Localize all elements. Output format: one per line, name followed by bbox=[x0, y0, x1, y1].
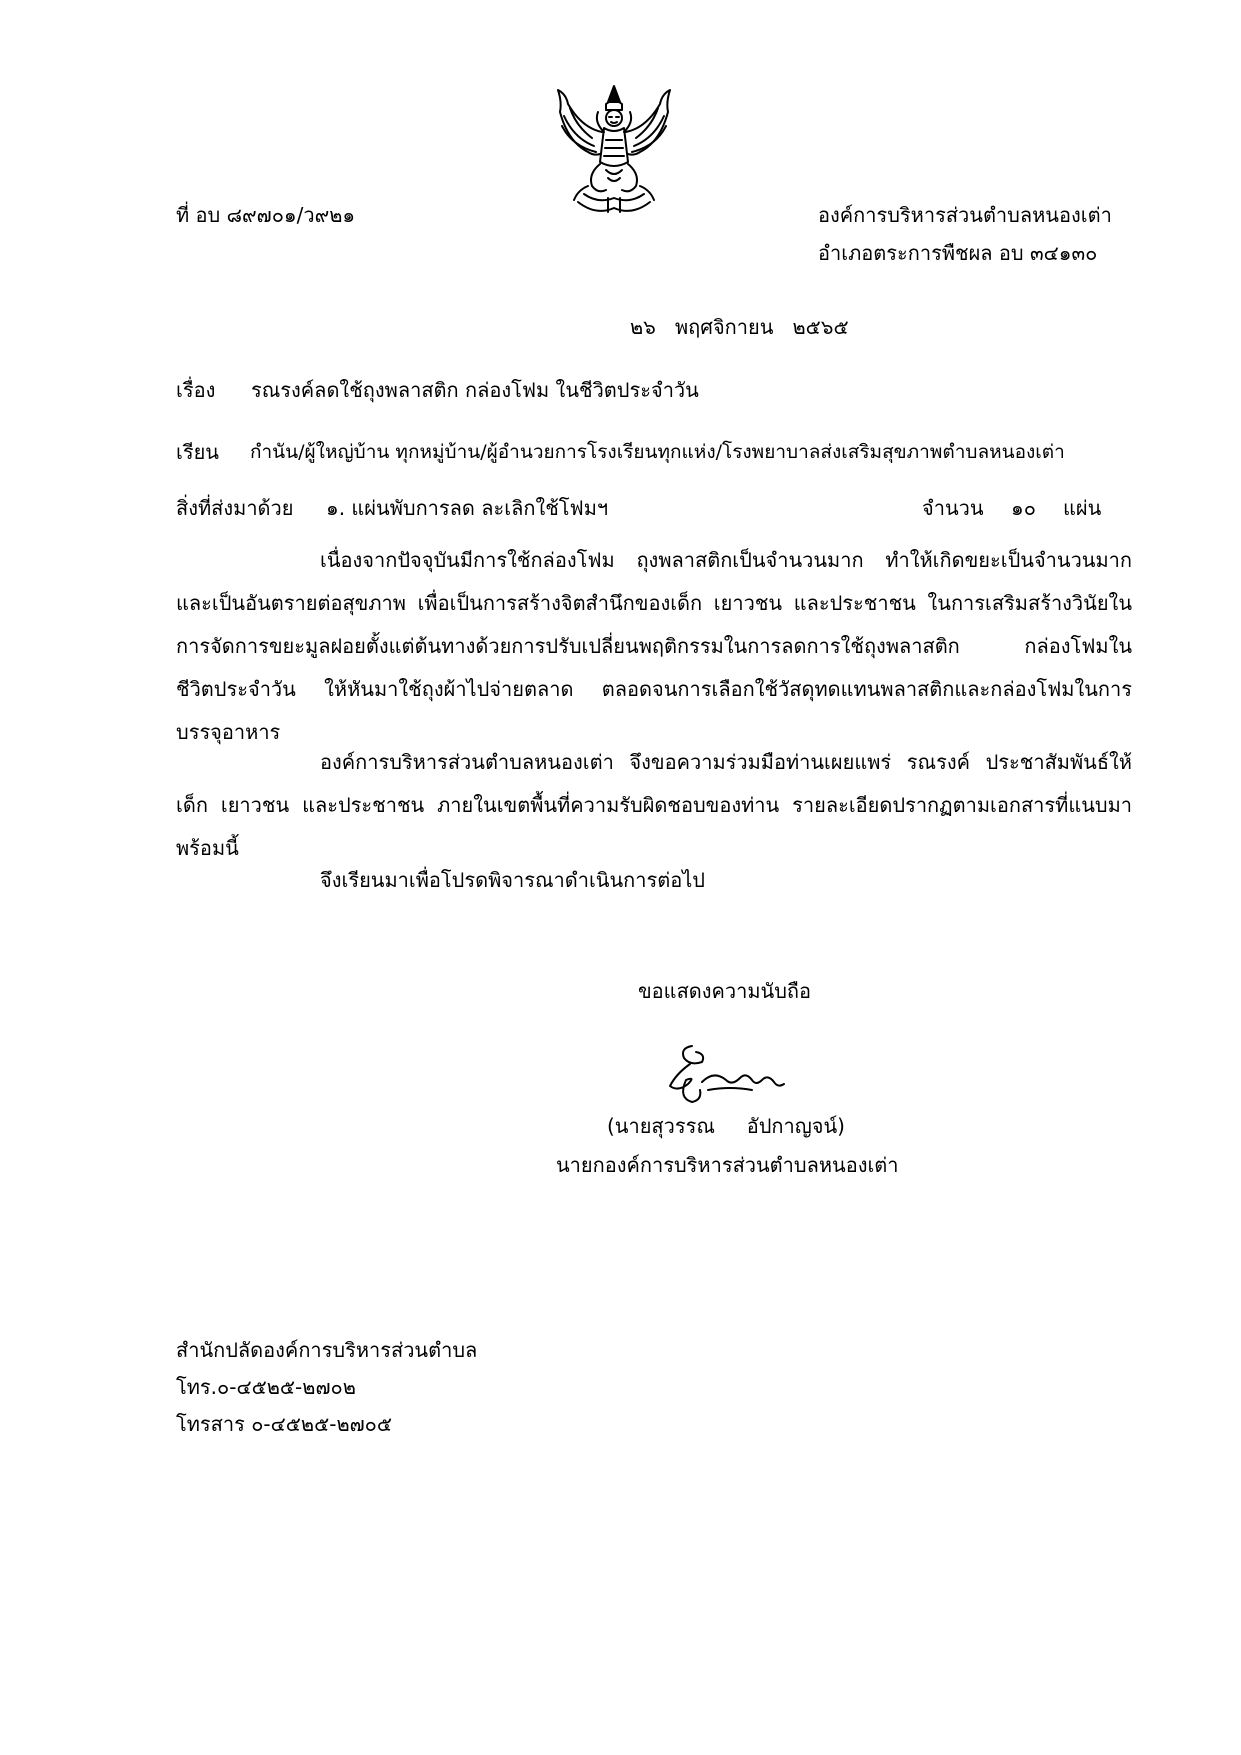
signatory-name: (นายสุวรรณ อัปกาญจน์) bbox=[607, 1114, 845, 1138]
paragraph-line: บรรจุอาหาร bbox=[176, 720, 281, 744]
enclosure-unit: แผ่น bbox=[1063, 496, 1102, 520]
salutation: ขอแสดงความนับถือ bbox=[638, 979, 812, 1003]
subject-label: เรื่อง bbox=[176, 378, 216, 402]
footer-phone: โทร.๐-๔๕๒๕-๒๗๐๒ bbox=[176, 1375, 356, 1399]
footer-office: สำนักปลัดองค์การบริหารส่วนตำบล bbox=[176, 1338, 478, 1362]
signatory-position: นายกองค์การบริหารส่วนตำบลหนองเต่า bbox=[556, 1153, 899, 1177]
subject-text: รณรงค์ลดใช้ถุงพลาสติก กล่องโฟม ในชีวิตประจำวัน bbox=[251, 378, 699, 402]
enclosure-label: สิ่งที่ส่งมาด้วย bbox=[176, 496, 294, 520]
reference-number: ที่ อบ ๘๙๗๐๑/ว๙๒๑ bbox=[176, 203, 356, 227]
organization-address: อำเภอตระการพืชผล อบ ๓๔๑๓๐ bbox=[818, 241, 1098, 265]
paragraph-line: ชีวิตประจำวัน ให้หันมาใช้ถุงผ้าไปจ่ายตลาด ตลอดจนการเลือกใช้วัสดุทดแทนพลาสติกและกล่องโฟมในการ bbox=[176, 677, 1132, 701]
paragraph-line: เนื่องจากปัจจุบันมีการใช้กล่องโฟม ถุงพลาสติกเป็นจำนวนมาก ทำให้เกิดขยะเป็นจำนวนมาก bbox=[320, 548, 1132, 572]
document-date: ๒๖ พฤศจิกายน ๒๕๖๕ bbox=[630, 315, 849, 339]
paragraph-line: พร้อมนี้ bbox=[176, 836, 239, 860]
body-paragraph-1 bbox=[176, 539, 1132, 754]
recipient-text: กำนัน/ผู้ใหญ่บ้าน ทุกหมู่บ้าน/ผู้อำนวยการโรงเรียนทุกแห่ง/โรงพยาบาลส่งเสริมสุขภาพตำบลหนองเต่า bbox=[250, 441, 1065, 463]
paragraph-line: องค์การบริหารส่วนตำบลหนองเต่า จึงขอความร่วมมือท่านเผยแพร่ รณรงค์ ประชาสัมพันธ์ให้ bbox=[320, 750, 1132, 774]
enclosure-quantity-label: จำนวน bbox=[922, 496, 984, 520]
paragraph-line: การจัดการขยะมูลฝอยตั้งแต่ต้นทางด้วยการปรับเปลี่ยนพฤติกรรมในการลดการใช้ถุงพลาสติก กล่องโฟมใน bbox=[176, 634, 1132, 658]
handwritten-signature-icon bbox=[656, 1040, 796, 1114]
paragraph-line: และเป็นอันตรายต่อสุขภาพ เพื่อเป็นการสร้างจิตสำนึกของเด็ก เยาวชน และประชาชน ในการเสริมสร้างวินัยใน bbox=[176, 591, 1132, 615]
footer-fax: โทรสาร ๐-๔๕๒๕-๒๗๐๕ bbox=[176, 1412, 393, 1436]
garuda-emblem-icon bbox=[548, 82, 680, 220]
closing-request: จึงเรียนมาเพื่อโปรดพิจารณาดำเนินการต่อไป bbox=[320, 868, 705, 892]
enclosure-quantity: ๑๐ bbox=[1011, 496, 1036, 520]
enclosure-item: ๑. แผ่นพับการลด ละเลิกใช้โฟมฯ bbox=[326, 496, 609, 520]
organization-name: องค์การบริหารส่วนตำบลหนองเต่า bbox=[818, 203, 1112, 227]
body-paragraph-2 bbox=[176, 741, 1132, 870]
recipient-label: เรียน bbox=[176, 440, 219, 464]
paragraph-line: เด็ก เยาวชน และประชาชน ภายในเขตพื้นที่ความรับผิดชอบของท่าน รายละเอียดปรากฏตามเอกสารที่แนบมา bbox=[176, 793, 1132, 817]
